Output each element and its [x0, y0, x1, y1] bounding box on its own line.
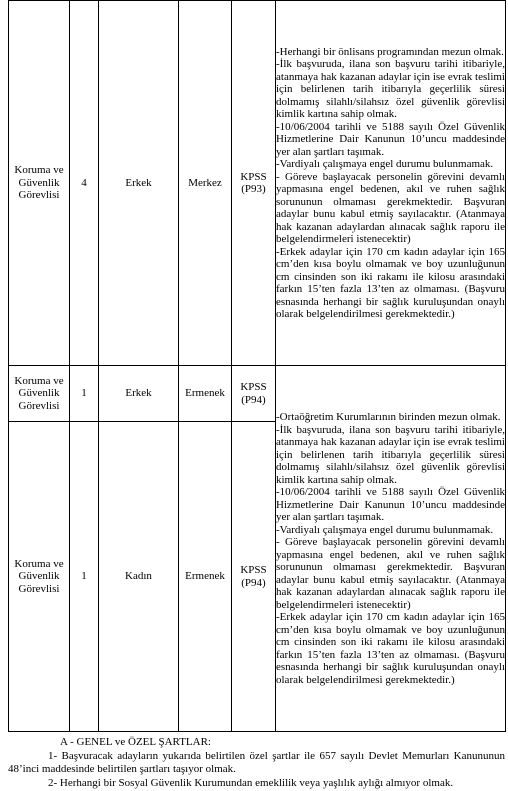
- general-condition-1: 1- Başvuracak adayların yukarıda belirtilen özel şartlar ile 657 sayılı Devlet Memurları Kanununun 48’inci maddesinde belirtilen şartları taşıyor olmak.: [8, 750, 505, 775]
- requirement-item: - Göreve başlayacak personelin görevini devamlı yapmasına engel bedenen, akıl ve ruhen sağlık sorununun olmaması gerekmektedir. Başvuran adaylar bunu kabul etmiş sayılacaktır. (Atanmaya hak kazanan adaylardan alınacak sağlık raporu ile belgelendirmeleri istenecektir): [276, 170, 505, 245]
- position-cell: Koruma ve Güvenlik Görevlisi: [9, 366, 70, 422]
- section-heading: A - GENEL ve ÖZEL ŞARTLAR:: [60, 736, 211, 748]
- location-cell: Ermenek: [179, 366, 232, 422]
- count-cell: 1: [70, 366, 99, 422]
- gender-cell: Kadın: [99, 422, 179, 732]
- exam-cell: KPSS (P93): [232, 1, 276, 366]
- gender-cell: Erkek: [99, 1, 179, 366]
- requirement-item: - Göreve başlayacak personelin görevini devamlı yapmasına engel bedenen, akıl ve ruhen sağlık sorununun olmaması gerekmektedir. Başvuran adaylar bunu kabul etmiş sayılacaktır. (Atanmaya hak kazanan adaylardan alınacak sağlık raporu ile belgelendirmeleri istenecektir): [276, 536, 505, 611]
- count-cell: 4: [70, 1, 99, 366]
- requirement-item: -Erkek adaylar için 170 cm kadın adaylar için 165 cm’den kısa boylu olmamak ve boy uzunluğunun cm cinsinden son iki rakamı ile kilosu arasındaki farkın 15’ten fazla 13’ten az olmaması. (Başvuru esnasında herhangi bir sağlık kuruluşundan onaylı olarak belgelendirilmesi gerekmektedir.): [276, 245, 505, 320]
- requirements-cell: [276, 1, 506, 366]
- requirements-cell: [276, 366, 506, 732]
- requirements-table: [8, 0, 506, 732]
- position-cell: Koruma ve Güvenlik Görevlisi: [9, 1, 70, 366]
- exam-cell: KPSS (P94): [232, 366, 276, 422]
- requirement-item: -İlk başvuruda, ilana son başvuru tarihi itibariyle, atanmaya hak kazanan adaylar için ise evrak teslimi için belirlenen tarih itibarıyla geçerlilik süresi dolmamış silahlı/silahsız özel güvenlik görevlisi kimlik kartına sahip olmak.: [276, 58, 505, 120]
- gender-cell: Erkek: [99, 366, 179, 422]
- requirement-item: -Erkek adaylar için 170 cm kadın adaylar için 165 cm’den kısa boylu olmamak ve boy uzunluğunun cm cinsinden son iki rakamı ile kilosu arasındaki farkın 15’ten fazla 13’ten az olmaması. (Başvuru esnasında herhangi bir sağlık kuruluşundan onaylı olarak belgelendirilmesi gerekmektedir.): [276, 611, 505, 686]
- position-cell: Koruma ve Güvenlik Görevlisi: [9, 422, 70, 732]
- location-cell: Ermenek: [179, 422, 232, 732]
- requirement-item: -Ortaöğretim Kurumlarının birinden mezun olmak.: [276, 411, 501, 423]
- location-cell: Merkez: [179, 1, 232, 366]
- table-row: [9, 366, 506, 422]
- count-cell: 1: [70, 422, 99, 732]
- table-row: [9, 1, 506, 366]
- requirement-item: -Vardiyalı çalışmaya engel durumu bulunmamak.: [276, 158, 494, 170]
- requirement-item: -Vardiyalı çalışmaya engel durumu bulunmamak.: [276, 523, 494, 536]
- general-condition-2: 2- Herhangi bir Sosyal Güvenlik Kurumundan emeklilik veya yaşlılık aylığı almıyor olmak.: [48, 777, 454, 789]
- requirement-item: -10/06/2004 tarihli ve 5188 sayılı Özel Güvenlik Hizmetlerine Dair Kanunun 10’uncu maddesinde yer alan şartları taşımak.: [276, 120, 505, 158]
- requirement-item: -10/06/2004 tarihli ve 5188 sayılı Özel Güvenlik Hizmetlerine Dair Kanunun 10’uncu maddesinde yer alan şartları taşımak.: [276, 486, 505, 523]
- requirement-item: -İlk başvuruda, ilana son başvuru tarihi itibariyle, atanmaya hak kazanan adaylar için ise evrak teslimi için belirlenen tarih itibarıyla geçerlilik süresi dolmamış silahlı/silahsız özel güvenlik görevlisi kimlik kartına sahip olmak.: [276, 423, 505, 486]
- exam-cell: KPSS (P94): [232, 422, 276, 732]
- requirement-item: -Herhangi bir önlisans programından mezun olmak.: [276, 45, 504, 58]
